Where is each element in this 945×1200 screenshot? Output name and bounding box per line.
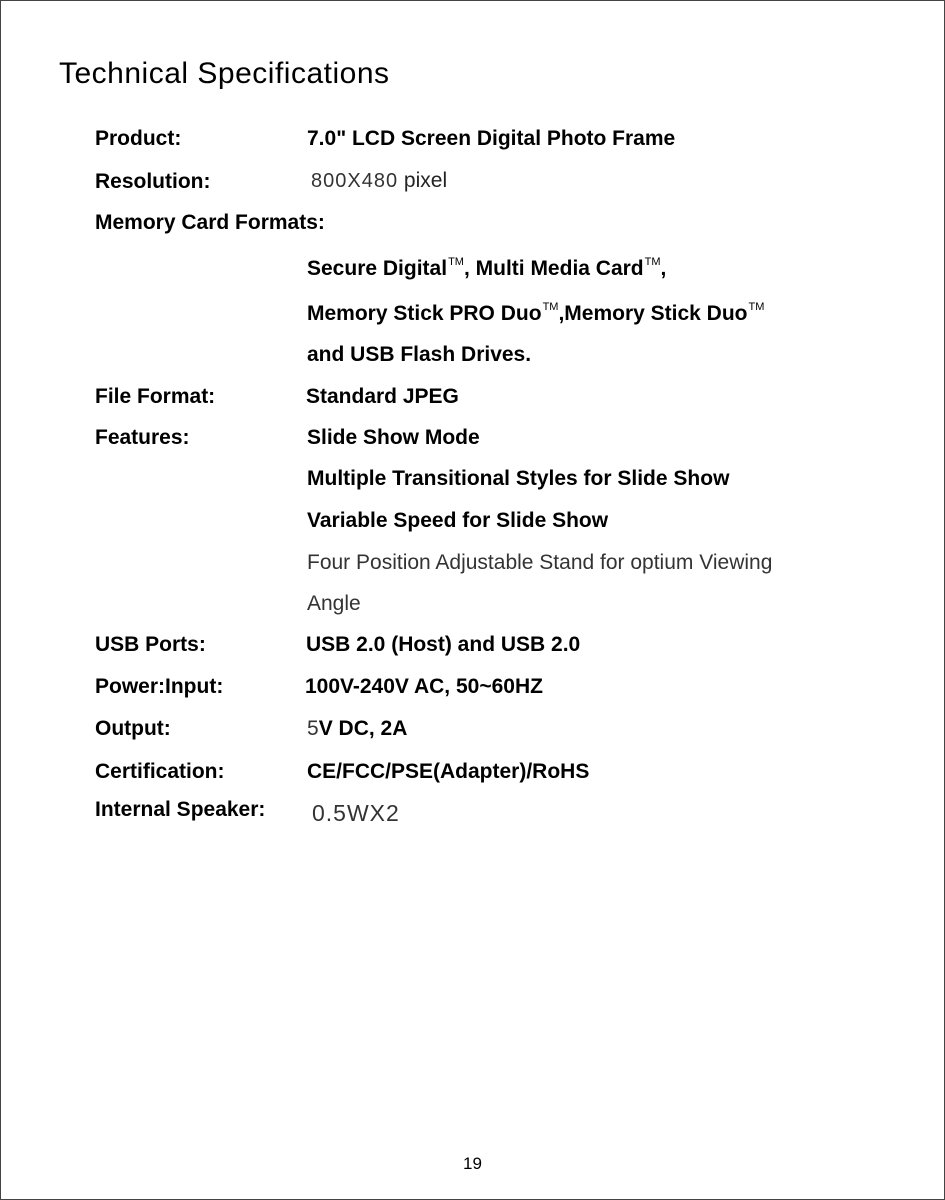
power-input-label: Power:Input: — [95, 675, 224, 698]
page-number: 19 — [463, 1154, 482, 1173]
trademark-mark: TM — [448, 256, 464, 268]
memory-stick-duo-text: ,Memory Stick Duo — [558, 302, 748, 325]
certification-label: Certification: — [95, 760, 225, 783]
feature-item: Angle — [307, 592, 361, 615]
feature-item: Multiple Transitional Styles for Slide Show — [307, 467, 730, 490]
output-voltage-number: 5 — [307, 717, 319, 740]
line-comma: , — [660, 257, 667, 280]
trademark-mark: TM — [748, 301, 765, 313]
product-label: Product: — [95, 127, 182, 150]
usb-ports-value: USB 2.0 (Host) and USB 2.0 — [306, 633, 581, 656]
resolution-number: 800X480 — [311, 170, 399, 192]
file-format-label: File Format: — [95, 385, 216, 408]
resolution-unit: pixel — [403, 169, 448, 192]
trademark-mark: TM — [644, 256, 661, 268]
feature-item: Slide Show Mode — [307, 426, 480, 449]
speaker-label: Internal Speaker: — [95, 798, 266, 821]
file-format-value: Standard JPEG — [306, 385, 459, 408]
memory-formats-line-2 — [307, 301, 764, 326]
features-label: Features: — [95, 426, 190, 449]
output-voltage-rest: V DC, 2A — [318, 717, 408, 740]
feature-item: Variable Speed for Slide Show — [307, 509, 609, 532]
multi-media-card-text: , Multi Media Card — [463, 257, 644, 280]
trademark-mark: TM — [542, 301, 559, 313]
memory-stick-pro-duo-text: Memory Stick PRO Duo — [307, 302, 542, 325]
memory-formats-line-1 — [307, 256, 666, 281]
power-input-value: 100V-240V AC, 50~60HZ — [305, 675, 543, 698]
page-title: Technical Specifications — [59, 57, 390, 90]
resolution-value — [311, 169, 447, 193]
usb-ports-label: USB Ports: — [95, 633, 206, 656]
memory-formats-line-3: and USB Flash Drives. — [307, 343, 532, 366]
memory-formats-label: Memory Card Formats: — [95, 211, 325, 234]
output-value — [307, 717, 407, 741]
certification-value: CE/FCC/PSE(Adapter)/RoHS — [307, 760, 590, 783]
feature-item: Four Position Adjustable Stand for optium Viewing — [307, 551, 773, 574]
resolution-label: Resolution: — [95, 170, 211, 193]
secure-digital-text: Secure Digital — [307, 257, 448, 280]
output-label: Output: — [95, 717, 171, 740]
product-value: 7.0" LCD Screen Digital Photo Frame — [307, 127, 676, 150]
speaker-value: 0.5WX2 — [312, 800, 400, 826]
